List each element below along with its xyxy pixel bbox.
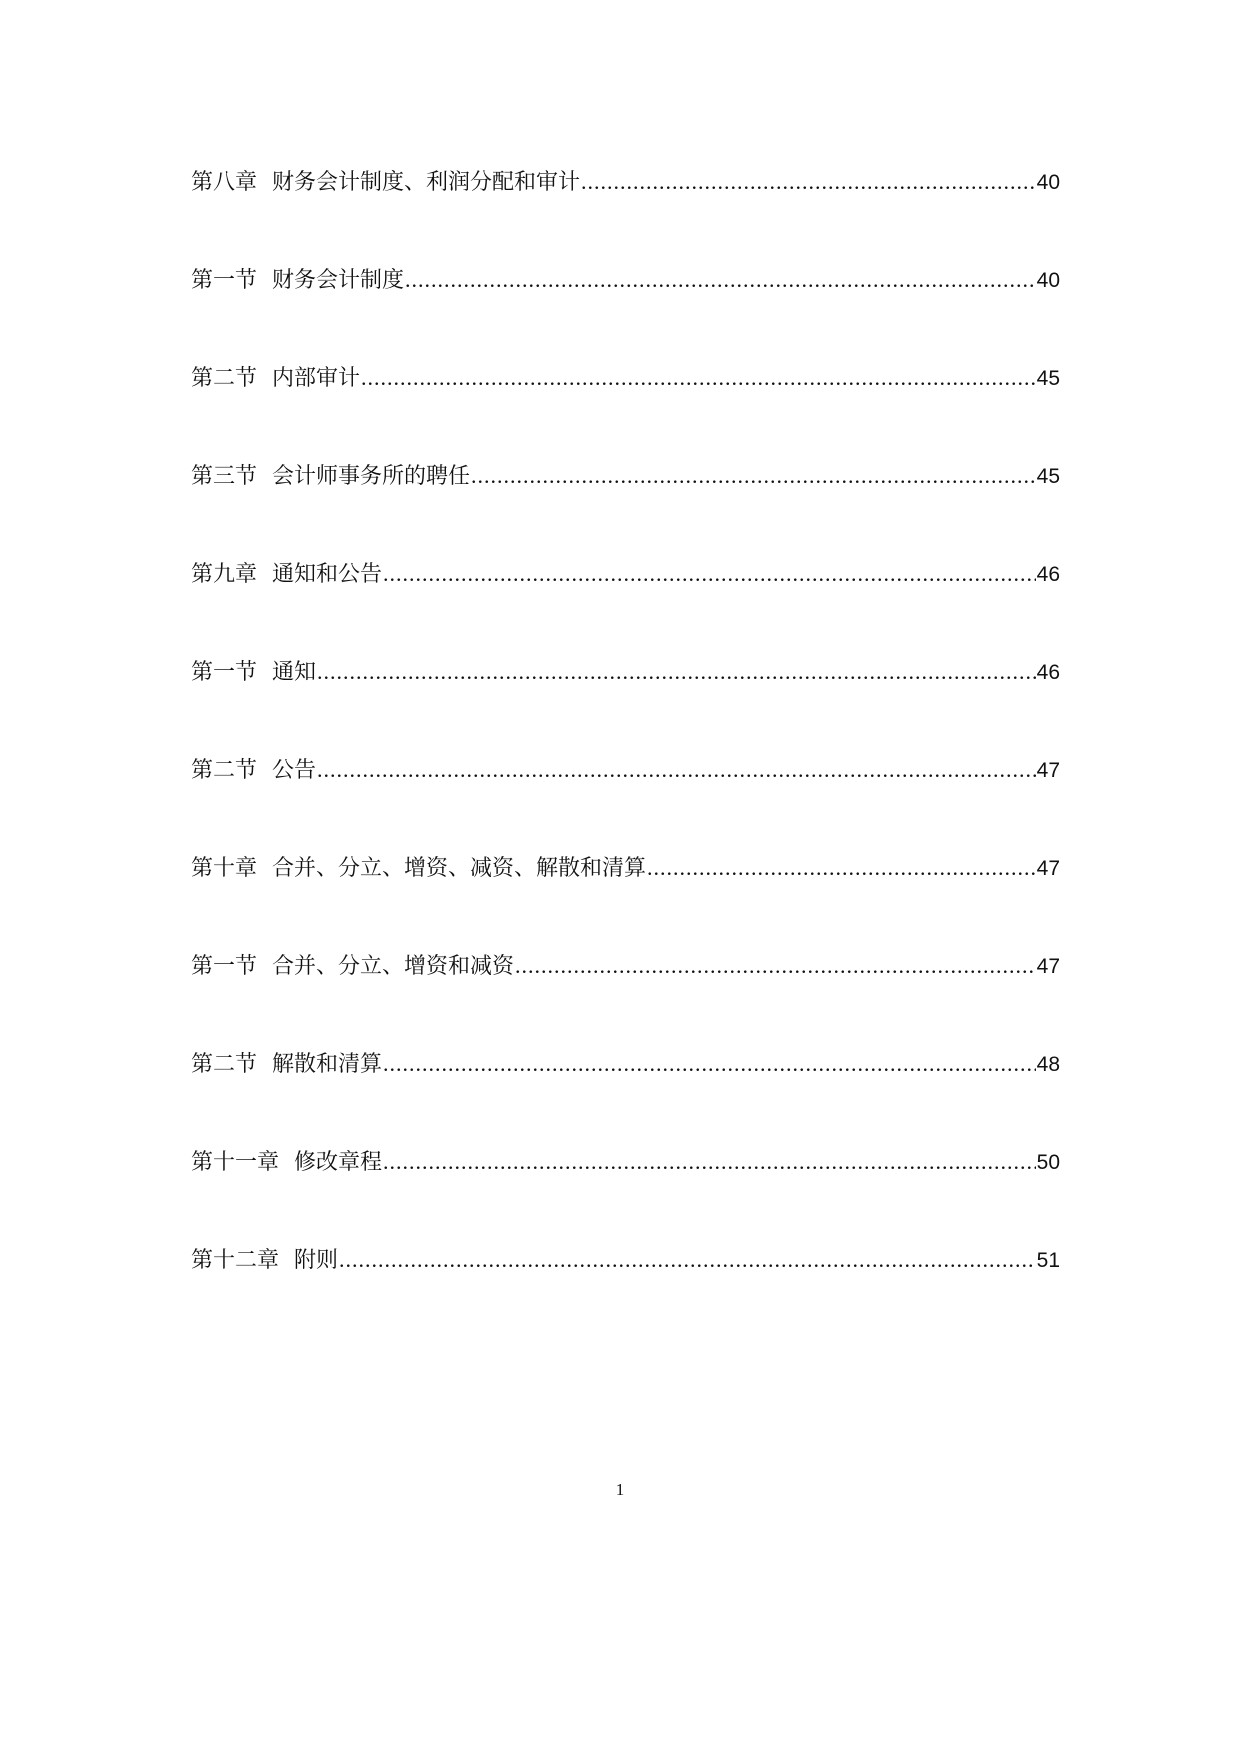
toc-dot-leader: [317, 748, 1036, 792]
toc-entry-title: 会计师事务所的聘任: [272, 464, 471, 489]
toc-dot-leader: [581, 160, 1036, 204]
toc-entry-title: 修改章程: [294, 1150, 383, 1175]
page-number: 1: [615, 1480, 625, 1499]
toc-entry-title: 合并、分立、增资、减资、解散和清算: [272, 856, 647, 881]
toc-entry-number: 第十章: [191, 856, 258, 881]
toc-dot-leader: [405, 258, 1036, 302]
toc-entry-number: 第二节: [191, 366, 258, 391]
toc-dot-leader: [515, 944, 1036, 988]
toc-entry-chapter-11[interactable]: [191, 1140, 1060, 1238]
toc-entry-title: 财务会计制度: [272, 268, 405, 293]
toc-entry-page: 46: [1036, 563, 1060, 586]
toc-entry-number: 第八章: [191, 170, 258, 195]
toc-entry-section[interactable]: [191, 454, 1060, 552]
toc-entry-section[interactable]: [191, 356, 1060, 454]
toc-entry-title: 内部审计: [272, 366, 361, 391]
toc-entry-chapter-10[interactable]: [191, 846, 1060, 944]
toc-entry-title: 公告: [272, 758, 317, 783]
toc-dot-leader: [361, 356, 1036, 400]
toc-entry-title: 合并、分立、增资和减资: [272, 954, 515, 979]
toc-entry-page: 47: [1036, 955, 1060, 978]
toc-entry-chapter-12[interactable]: [191, 1238, 1060, 1336]
toc-entry-number: 第二节: [191, 758, 258, 783]
toc-entry-number: 第一节: [191, 954, 258, 979]
toc-entry-page: 45: [1036, 465, 1060, 488]
toc-entry-number: 第二节: [191, 1052, 258, 1077]
toc-dot-leader: [317, 650, 1036, 694]
toc-entry-page: 46: [1036, 661, 1060, 684]
toc-entry-section[interactable]: [191, 650, 1060, 748]
toc-dot-leader: [471, 454, 1036, 498]
toc-entry-title: 解散和清算: [272, 1052, 383, 1077]
toc-dot-leader: [647, 846, 1036, 890]
toc-entry-page: 47: [1036, 857, 1060, 880]
toc-entry-page: 51: [1036, 1249, 1060, 1272]
toc-entry-title: 附则: [294, 1248, 339, 1273]
toc-entry-title: 通知和公告: [272, 562, 383, 587]
toc-dot-leader: [383, 1042, 1036, 1086]
toc-entry-number: 第十二章: [191, 1248, 280, 1273]
toc-dot-leader: [383, 552, 1036, 596]
toc-entry-page: 40: [1036, 171, 1060, 194]
toc-entry-title: 财务会计制度、利润分配和审计: [272, 170, 581, 195]
toc-entry-page: 50: [1036, 1151, 1060, 1174]
toc-entry-number: 第三节: [191, 464, 258, 489]
toc-entry-page: 45: [1036, 367, 1060, 390]
toc-entry-page: 48: [1036, 1053, 1060, 1076]
toc-entry-section[interactable]: [191, 944, 1060, 1042]
toc-entry-number: 第一节: [191, 268, 258, 293]
toc-entry-page: 47: [1036, 759, 1060, 782]
toc-dot-leader: [383, 1140, 1036, 1184]
table-of-contents: [191, 160, 1060, 1336]
toc-entry-section[interactable]: [191, 748, 1060, 846]
toc-entry-title: 通知: [272, 660, 317, 685]
toc-entry-number: 第九章: [191, 562, 258, 587]
toc-entry-chapter-8[interactable]: [191, 160, 1060, 258]
toc-entry-number: 第一节: [191, 660, 258, 685]
toc-entry-section[interactable]: [191, 1042, 1060, 1140]
toc-entry-number: 第十一章: [191, 1150, 280, 1175]
toc-dot-leader: [339, 1238, 1036, 1282]
toc-entry-page: 40: [1036, 269, 1060, 292]
toc-entry-section[interactable]: [191, 258, 1060, 356]
toc-entry-chapter-9[interactable]: [191, 552, 1060, 650]
